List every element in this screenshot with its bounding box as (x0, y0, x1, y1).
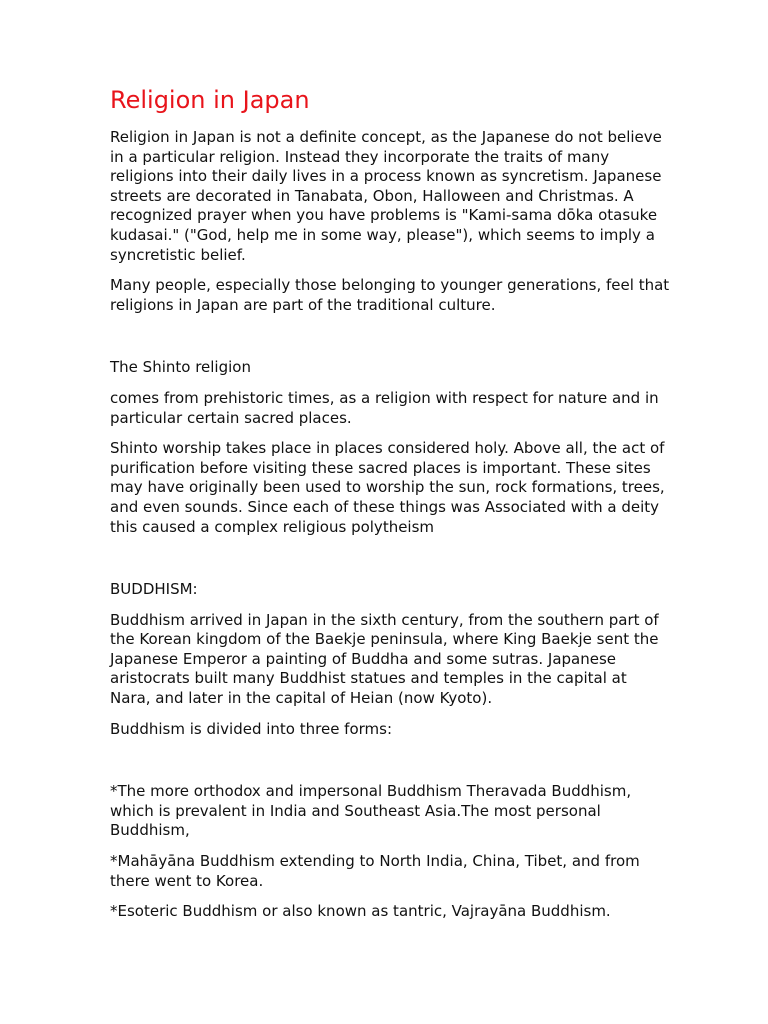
intro-paragraph: Religion in Japan is not a definite concept, as the Japanese do not believe in a particular religion. Instead they incorporate the traits of many religions into their daily lives in a process known as syncretism. Japanese streets are decorated in Tanabata, Obon, Halloween and Christmas. A recognized prayer when you have problems is "Kami-sama dōka otasuke kudasai." ("God, help me in some way, please"), which seems to imply a syncretistic belief. (110, 128, 662, 264)
document-page (110, 84, 670, 922)
list-item: *Mahāyāna Buddhism extending to North India, China, Tibet, and from there went to Korea. (110, 852, 640, 890)
list-item: *Esoteric Buddhism or also known as tantric, Vajrayāna Buddhism. (110, 902, 611, 921)
buddhism-arrival-paragraph: Buddhism arrived in Japan in the sixth century, from the southern part of the Korean kingdom of the Baekje peninsula, where King Baekje sent the Japanese Emperor a painting of Buddha and some sutras. Japanese aristocrats built many Buddhist statues and temples in the capital at Nara, and later in the capital of Heian (now Kyoto). (110, 610, 659, 708)
buddhism-heading: BUDDHISM: (110, 580, 198, 599)
shinto-worship-paragraph: Shinto worship takes place in places considered holy. Above all, the act of purification before visiting these sacred places is important. These sites may have originally been used to worship the sun, rock formations, trees, and even sounds. Since each of these things was Associated with a deity this caused a complex religious polytheism (110, 439, 665, 536)
list-item: *The more orthodox and impersonal Buddhism Theravada Buddhism, which is prevalent in India and Southeast Asia.The most personal Buddhism, (110, 782, 632, 840)
buddhism-forms-intro: Buddhism is divided into three forms: (110, 719, 393, 738)
shinto-heading: The Shinto religion (110, 358, 251, 377)
shinto-origin-paragraph: comes from prehistoric times, as a religion with respect for nature and in particular certain sacred places. (110, 388, 659, 427)
younger-generations-paragraph: Many people, especially those belonging to younger generations, feel that religions in Japan are part of the traditional culture. (110, 276, 670, 314)
document-title: Religion in Japan (110, 86, 310, 114)
